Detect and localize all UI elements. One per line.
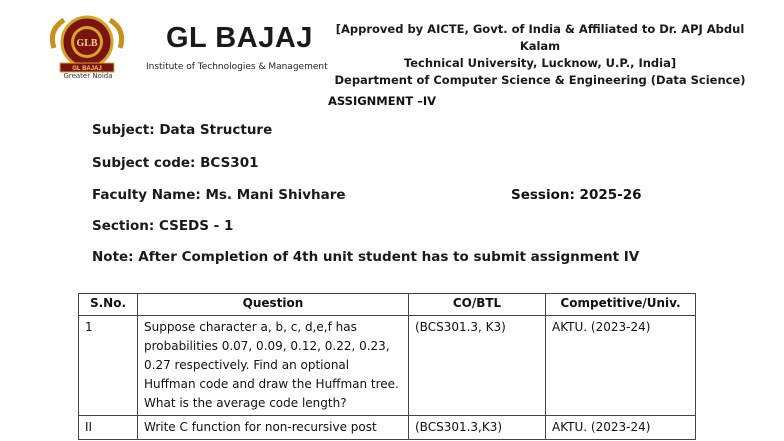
header-co-btl: CO/BTL (409, 294, 546, 316)
section-line: Section: CSEDS - 1 (92, 218, 234, 234)
note-line: Note: After Completion of 4th unit student has to submit assignment IV (92, 249, 640, 265)
session-line: Session: 2025-26 (511, 187, 642, 203)
table-row (79, 316, 696, 416)
header-sno: S.No. (79, 294, 138, 316)
cell-sno: II (79, 416, 138, 440)
faculty-line: Faculty Name: Ms. Mani Shivhare (92, 187, 346, 203)
table-header-row (79, 294, 696, 316)
cell-co-btl: (BCS301.3, K3) (409, 316, 546, 416)
brand-name: GL BAJAJ (166, 22, 313, 54)
svg-text:GL BAJAJ: GL BAJAJ (72, 66, 102, 72)
assignment-title: ASSIGNMENT –IV (328, 94, 436, 108)
cell-question: Write C function for non-recursive post (138, 416, 409, 440)
cell-univ: AKTU. (2023-24) (546, 316, 696, 416)
header-question: Question (138, 294, 409, 316)
cell-sno: 1 (79, 316, 138, 416)
subject-line: Subject: Data Structure (92, 122, 273, 138)
svg-text:GLB: GLB (76, 38, 98, 49)
cell-co-btl: (BCS301.3,K3) (409, 416, 546, 440)
approval-block (330, 21, 750, 89)
table-row (79, 416, 696, 440)
logo-location: Greater Noida (63, 72, 113, 80)
subject-code-line: Subject code: BCS301 (92, 155, 259, 171)
cell-univ: AKTU. (2023-24) (546, 416, 696, 440)
cell-question: Suppose character a, b, c, d,e,f has probabilities 0.07, 0.09, 0.12, 0.22, 0.23, 0.27 respectively. Find an optional Huffman code and draw the Huffman tree. What is the average code length? (138, 316, 409, 416)
questions-table (78, 293, 696, 440)
approval-line-1: [Approved by AICTE, Govt. of India & Affiliated to Dr. APJ Abdul Kalam (335, 22, 745, 53)
approval-line-2: Technical University, Lucknow, U.P., India] (403, 56, 677, 70)
header-competitive: Competitive/Univ. (546, 294, 696, 316)
institute-name: Institute of Technologies & Management (146, 62, 328, 72)
department-line: Department of Computer Science & Engineering (Data Science) (334, 73, 746, 87)
